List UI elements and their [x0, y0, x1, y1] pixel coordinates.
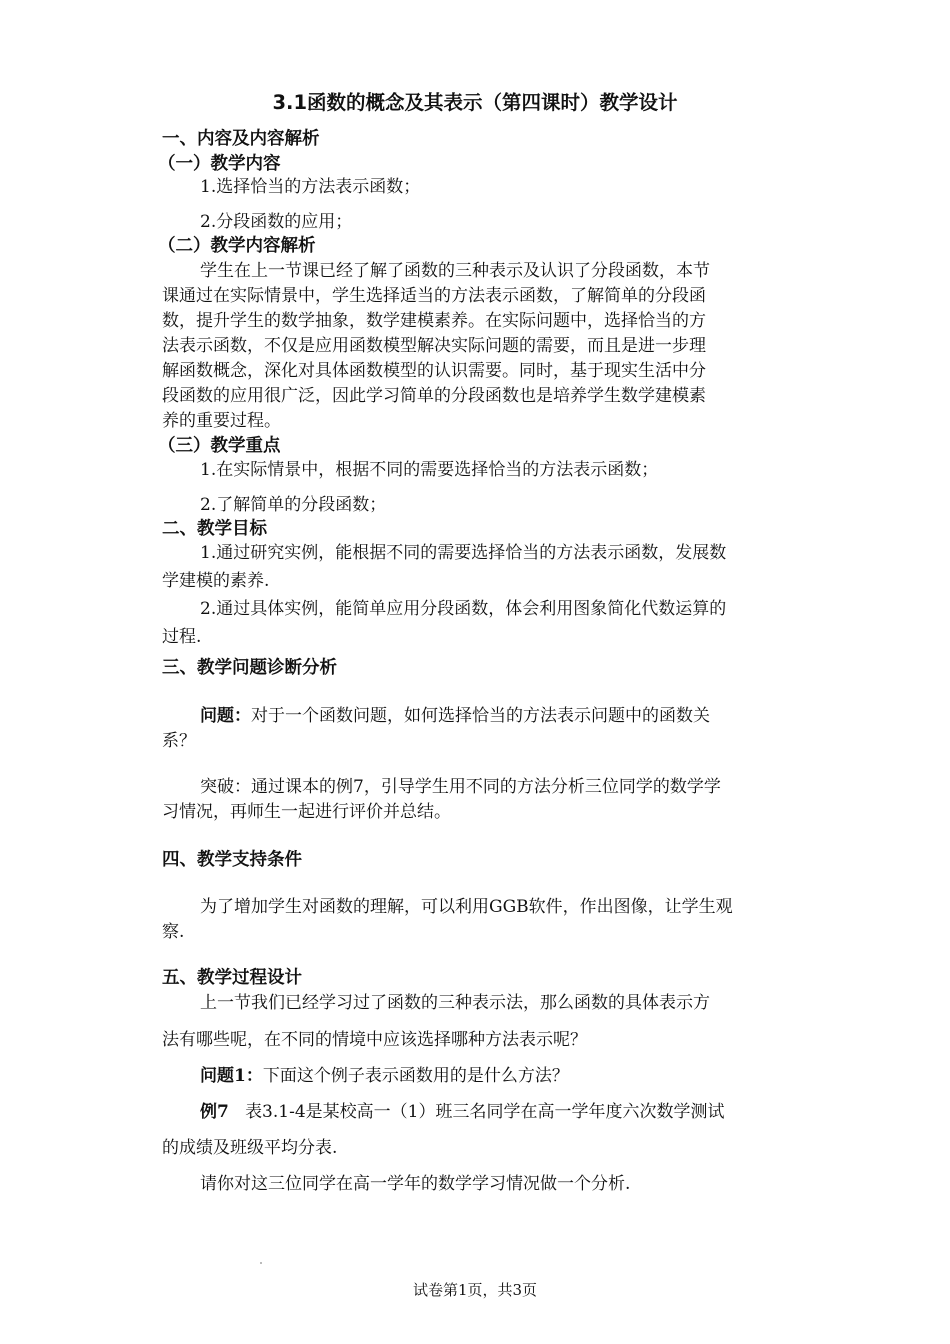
subheading-content-analysis: （二）教学内容解析 [158, 236, 316, 256]
list-item: 2.了解简单的分段函数； [200, 495, 387, 515]
paragraph-line: 请你对这三位同学在高一学年的数学学习情况做一个分析. [200, 1174, 631, 1194]
list-item: 2.分段函数的应用； [200, 212, 353, 232]
problem-label: 问题1： [200, 1066, 263, 1086]
question-line [200, 704, 710, 728]
example-label: 例7 [200, 1102, 229, 1122]
paragraph-line: 课通过在实际情景中，学生选择适当的方法表示函数，了解简单的分段函 [162, 286, 706, 306]
subheading-key-points: （三）教学重点 [158, 436, 281, 456]
section-heading-process: 五、教学过程设计 [162, 968, 302, 988]
paragraph-line: 解函数概念，深化对具体函数模型的认识需要。同时，基于现实生活中分 [162, 361, 706, 381]
section-heading-objectives: 二、教学目标 [162, 519, 267, 539]
paragraph-line: 学建模的素养. [162, 571, 270, 591]
paragraph-line: 法表示函数，不仅是应用函数模型解决实际问题的需要，而且是进一步理 [162, 336, 706, 356]
problem-text: 下面这个例子表示函数用的是什么方法？ [262, 1066, 569, 1086]
paragraph-line: 系？ [162, 731, 196, 751]
paragraph-line: 为了增加学生对函数的理解，可以利用GGB软件，作出图像，让学生观 [200, 897, 733, 917]
scan-dot [260, 1262, 262, 1264]
paragraph-line: 1.通过研究实例，能根据不同的需要选择恰当的方法表示函数，发展数 [200, 543, 727, 563]
list-item: 1.选择恰当的方法表示函数； [200, 177, 421, 197]
page-footer: 试卷第1页，共3页 [412, 1281, 538, 1299]
example-line [200, 1100, 724, 1124]
page-title: 3.1函数的概念及其表示（第四课时）教学设计 [272, 91, 678, 114]
paragraph-line: 养的重要过程。 [162, 411, 281, 431]
paragraph-line: 数，提升学生的数学抽象，数学建模素养。在实际问题中，选择恰当的方 [162, 311, 706, 331]
section-heading-support: 四、教学支持条件 [162, 850, 302, 870]
paragraph-line: 2.通过具体实例，能简单应用分段函数，体会利用图象简化代数运算的 [200, 599, 727, 619]
paragraph-line: 学生在上一节课已经了解了函数的三种表示及认识了分段函数，本节 [200, 261, 710, 281]
paragraph-line: 察. [162, 922, 185, 942]
list-item: 1.在实际情景中，根据不同的需要选择恰当的方法表示函数； [200, 460, 659, 480]
paragraph-line: 法有哪些呢，在不同的情境中应该选择哪种方法表示呢？ [162, 1030, 587, 1050]
paragraph-line: 习情况，再师生一起进行评价并总结。 [162, 802, 451, 822]
paragraph-line: 上一节我们已经学习过了函数的三种表示法，那么函数的具体表示方 [200, 993, 710, 1013]
question-text: 对于一个函数问题，如何选择恰当的方法表示问题中的函数关 [251, 706, 710, 726]
problem-line [200, 1064, 569, 1088]
paragraph-line: 段函数的应用很广泛，因此学习简单的分段函数也是培养学生数学建模素 [162, 386, 706, 406]
section-heading-diagnosis: 三、教学问题诊断分析 [162, 658, 337, 678]
subheading-teaching-content: （一）教学内容 [158, 154, 281, 174]
section-heading-content: 一、内容及内容解析 [162, 129, 320, 149]
example-text: 表3.1-4是某校高一（1）班三名同学在高一学年度六次数学测试 [245, 1102, 725, 1122]
paragraph-line: 的成绩及班级平均分表. [162, 1138, 338, 1158]
question-label: 问题： [200, 706, 251, 726]
paragraph-line: 突破：通过课本的例7，引导学生用不同的方法分析三位同学的数学学 [200, 777, 721, 797]
paragraph-line: 过程. [162, 627, 202, 647]
